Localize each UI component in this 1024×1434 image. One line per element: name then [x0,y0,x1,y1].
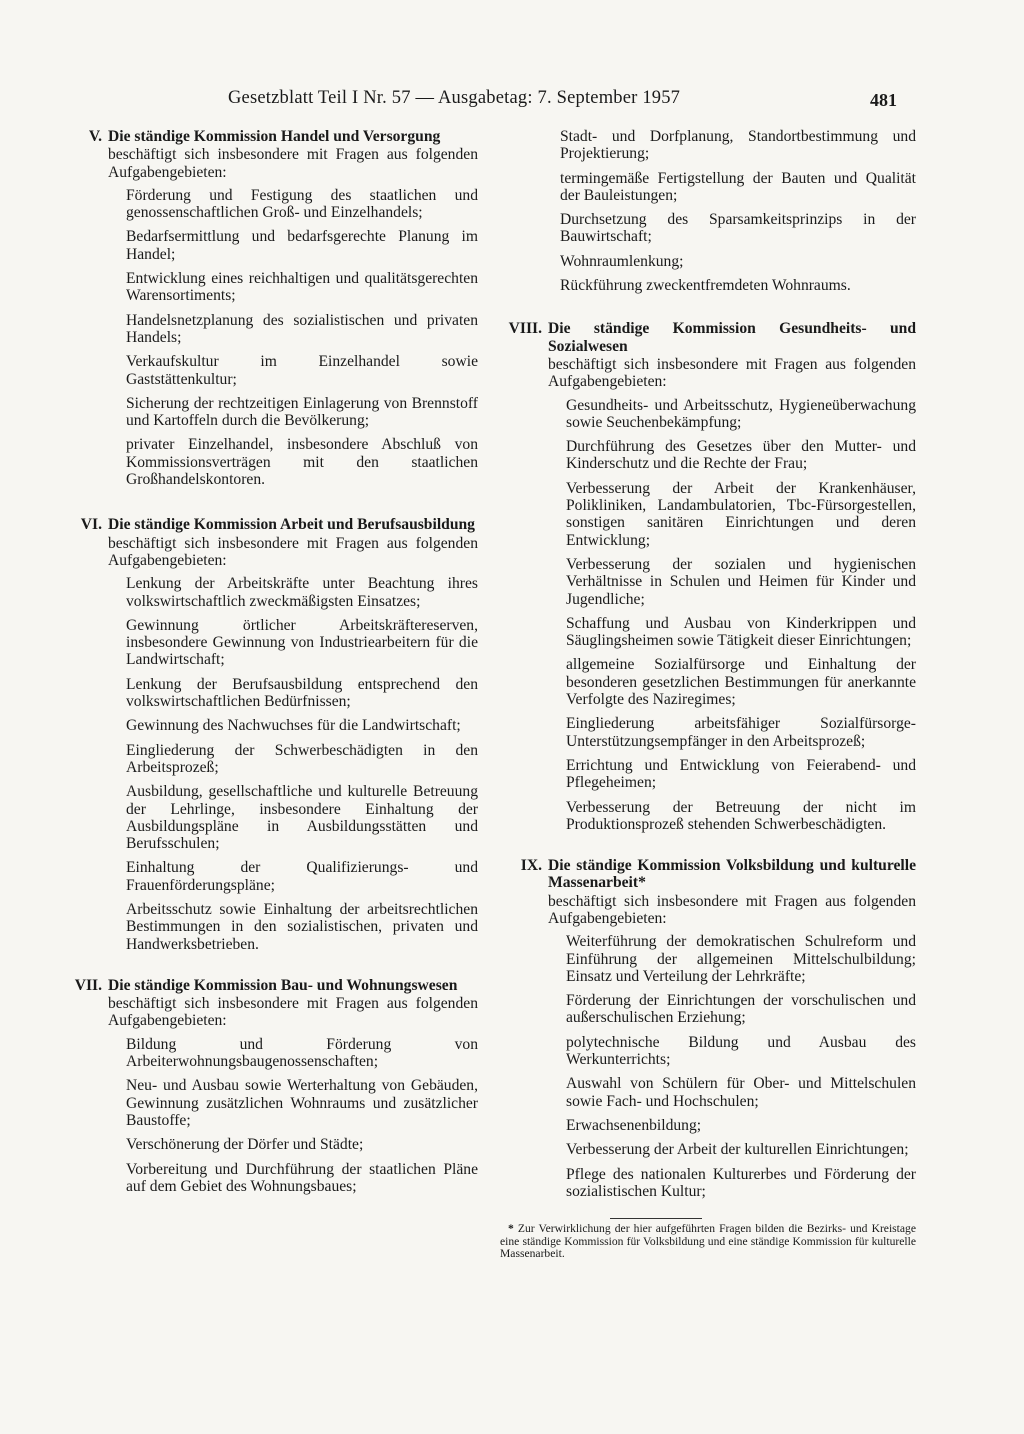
footnote-divider [610,1218,702,1219]
section-title: Die ständige Kommission Handel und Versorgung [108,128,441,145]
section-number: V. [88,128,102,145]
section-number: VI. [80,516,102,534]
item-list [60,575,478,953]
list-item: Neu- und Ausbau sowie Werterhaltung von Gebäuden, Gewinnung zusätzlichen Wohnraums und zusätzlicher Baustoffe; [126,1077,478,1129]
section-title: Die ständige Kommission Bau- und Wohnungswesen [108,976,458,994]
list-item: Lenkung der Arbeitskräfte unter Beachtung ihres volkswirtschaftlich zweckmäßigsten Einsatzes; [126,575,478,610]
list-item: Entwicklung eines reichhaltigen und qualitätsgerechten Warensortiments; [126,270,478,305]
list-item: Durchführung des Gesetzes über den Mutter- und Kinderschutz und die Rechte der Frau; [566,438,916,473]
item-list [500,933,916,1200]
list-item: Verbesserung der sozialen und hygienischen Verhältnisse in Schulen und Heimen für Kinder und Jugendliche; [566,555,916,608]
list-item: privater Einzelhandel, insbesondere Abschluß von Kommissionsverträgen mit den staatlichen Großhandelskontoren. [126,436,478,489]
section-number: VII. [74,976,102,994]
item-list [60,187,478,488]
section-intro: beschäftigt sich insbesondere mit Fragen aus folgenden Aufgabengebieten: [108,534,478,569]
list-item: Gewinnung örtlicher Arbeitskräftereserven, insbesondere Gewinnung von Industriearbeitern für die Landwirtschaft; [126,616,478,669]
section-v [60,128,478,488]
list-item: Verschönerung der Dörfer und Städte; [126,1136,364,1154]
section-intro: beschäftigt sich insbesondere mit Fragen aus folgenden Aufgabengebieten: [548,892,916,927]
list-item: Erwachsenenbildung; [566,1116,702,1134]
item-list [500,397,916,834]
list-item: Gesundheits- und Arbeitsschutz, Hygieneüberwachung sowie Seuchenbekämpfung; [566,396,916,431]
list-item: Bildung und Förderung von Arbeiterwohnungsbaugenossenschaften; [126,1035,478,1071]
list-item: Schaffung und Ausbau von Kinderkrippen und Säuglingsheimen sowie Tätigkeit dieser Einrichtungen; [566,614,916,650]
item-list [60,1036,478,1195]
list-item: Einhaltung der Qualifizierungs- und Frauenförderungspläne; [126,859,478,894]
section-intro: beschäftigt sich insbesondere mit Fragen aus folgenden Aufgabengebieten: [108,995,478,1030]
section-number: VIII. [508,320,542,338]
continued-item-list [500,128,916,294]
list-item: Wohnraumlenkung; [560,252,684,270]
list-item: Bedarfsermittlung und bedarfsgerechte Planung im Handel; [126,228,478,263]
list-item: Verbesserung der Betreuung der nicht im Produktionsprozeß stehenden Schwerbeschädigten. [566,798,916,833]
list-item: Lenkung der Berufsausbildung entsprechend den volkswirtschaftlichen Bedürfnissen; [126,675,478,711]
list-item: Verkaufskultur im Einzelhandel sowie Gaststättenkultur; [126,353,478,388]
section-title: Die ständige Kommission Arbeit und Berufsausbildung [108,516,475,534]
left-column [60,128,478,1213]
footnote-text: Zur Verwirklichung der hier aufgeführten Fragen bilden die Bezirks- und Kreistage eine ständige Kommission für Volksbildung und eine ständige Kommission für kulturelle Massenarbeit. [500,1222,916,1260]
list-item: Rückführung zweckentfremdeten Wohnraums. [560,277,851,295]
footnote-mark: * [508,1222,514,1236]
page-header: Gesetzblatt Teil I Nr. 57 — Ausgabetag: 7. September 1957 [228,88,681,108]
list-item: Förderung der Einrichtungen der vorschulischen und außerschulischen Erziehung; [566,992,916,1027]
list-item: polytechnische Bildung und Ausbau des Werkunterrichts; [566,1033,916,1069]
list-item: Verbesserung der Arbeit der kulturellen Einrichtungen; [566,1141,909,1159]
list-item: Arbeitsschutz sowie Einhaltung der arbeitsrechtlichen Bestimmungen in den sozialistischen, privaten und Handwerksbetrieben. [126,900,478,953]
section-vii [60,977,478,1195]
list-item: Förderung und Festigung des staatlichen und genossenschaftlichen Groß- und Einzelhandels; [126,186,478,222]
right-column [500,128,916,1260]
footnote [500,1223,916,1260]
list-item: Pflege des nationalen Kulturerbes und Förderung der sozialistischen Kultur; [566,1165,916,1200]
section-vi [60,516,478,953]
list-item: Weiterführung der demokratischen Schulreform und Einführung der allgemeinen Mittelschulbildung; Einsatz und Verteilung der Lehrkräfte; [566,933,916,985]
section-viii [500,320,916,833]
page-number: 481 [870,90,897,110]
list-item: Errichtung und Entwicklung von Feierabend- und Pflegeheimen; [566,756,916,792]
list-item: allgemeine Sozialfürsorge und Einhaltung der besonderen gesetzlichen Bestimmungen für anerkannte Verfolgte des Naziregimes; [566,656,916,709]
list-item: Vorbereitung und Durchführung der staatlichen Pläne auf dem Gebiet des Wohnungsbaues; [126,1160,478,1195]
section-intro: beschäftigt sich insbesondere mit Fragen aus folgenden Aufgabengebieten: [548,355,916,391]
list-item: Ausbildung, gesellschaftliche und kulturelle Betreuung der Lehrlinge, insbesondere Einhaltung der Ausbildungspläne in Ausbildungsstätten und Berufsschulen; [126,783,478,853]
list-item: termingemäße Fertigstellung der Bauten und Qualität der Bauleistungen; [560,169,916,204]
section-ix [500,857,916,1200]
list-item: Eingliederung arbeitsfähiger Sozialfürsorge-Unterstützungsempfänger in den Arbeitsprozeß; [566,715,916,750]
list-item: Eingliederung der Schwerbeschädigten in den Arbeitsprozeß; [126,741,478,776]
list-item: Auswahl von Schülern für Ober- und Mittelschulen sowie Fach- und Hochschulen; [566,1075,916,1110]
section-title: Die ständige Kommission Volksbildung und kulturelle Massenarbeit* [548,857,916,892]
list-item: Sicherung der rechtzeitigen Einlagerung von Brennstoff und Kartoffeln durch die Bevölkerung; [126,394,478,430]
section-title: Die ständige Kommission Gesundheits- und Sozialwesen [548,320,916,355]
list-item: Verbesserung der Arbeit der Krankenhäuser, Polikliniken, Landambulatorien, Tbc-Fürsorgestellen, sonstigen sanitären Einrichtungen und deren Entwicklung; [566,479,916,549]
list-item: Handelsnetzplanung des sozialistischen und privaten Handels; [126,311,478,346]
section-intro: beschäftigt sich insbesondere mit Fragen aus folgenden Aufgabengebieten: [108,146,478,181]
list-item: Durchsetzung des Sparsamkeitsprinzips in der Bauwirtschaft; [560,211,916,246]
list-item: Stadt- und Dorfplanung, Standortbestimmung und Projektierung; [560,128,916,163]
list-item: Gewinnung des Nachwuchses für die Landwirtschaft; [126,717,461,735]
section-number: IX. [520,857,542,875]
